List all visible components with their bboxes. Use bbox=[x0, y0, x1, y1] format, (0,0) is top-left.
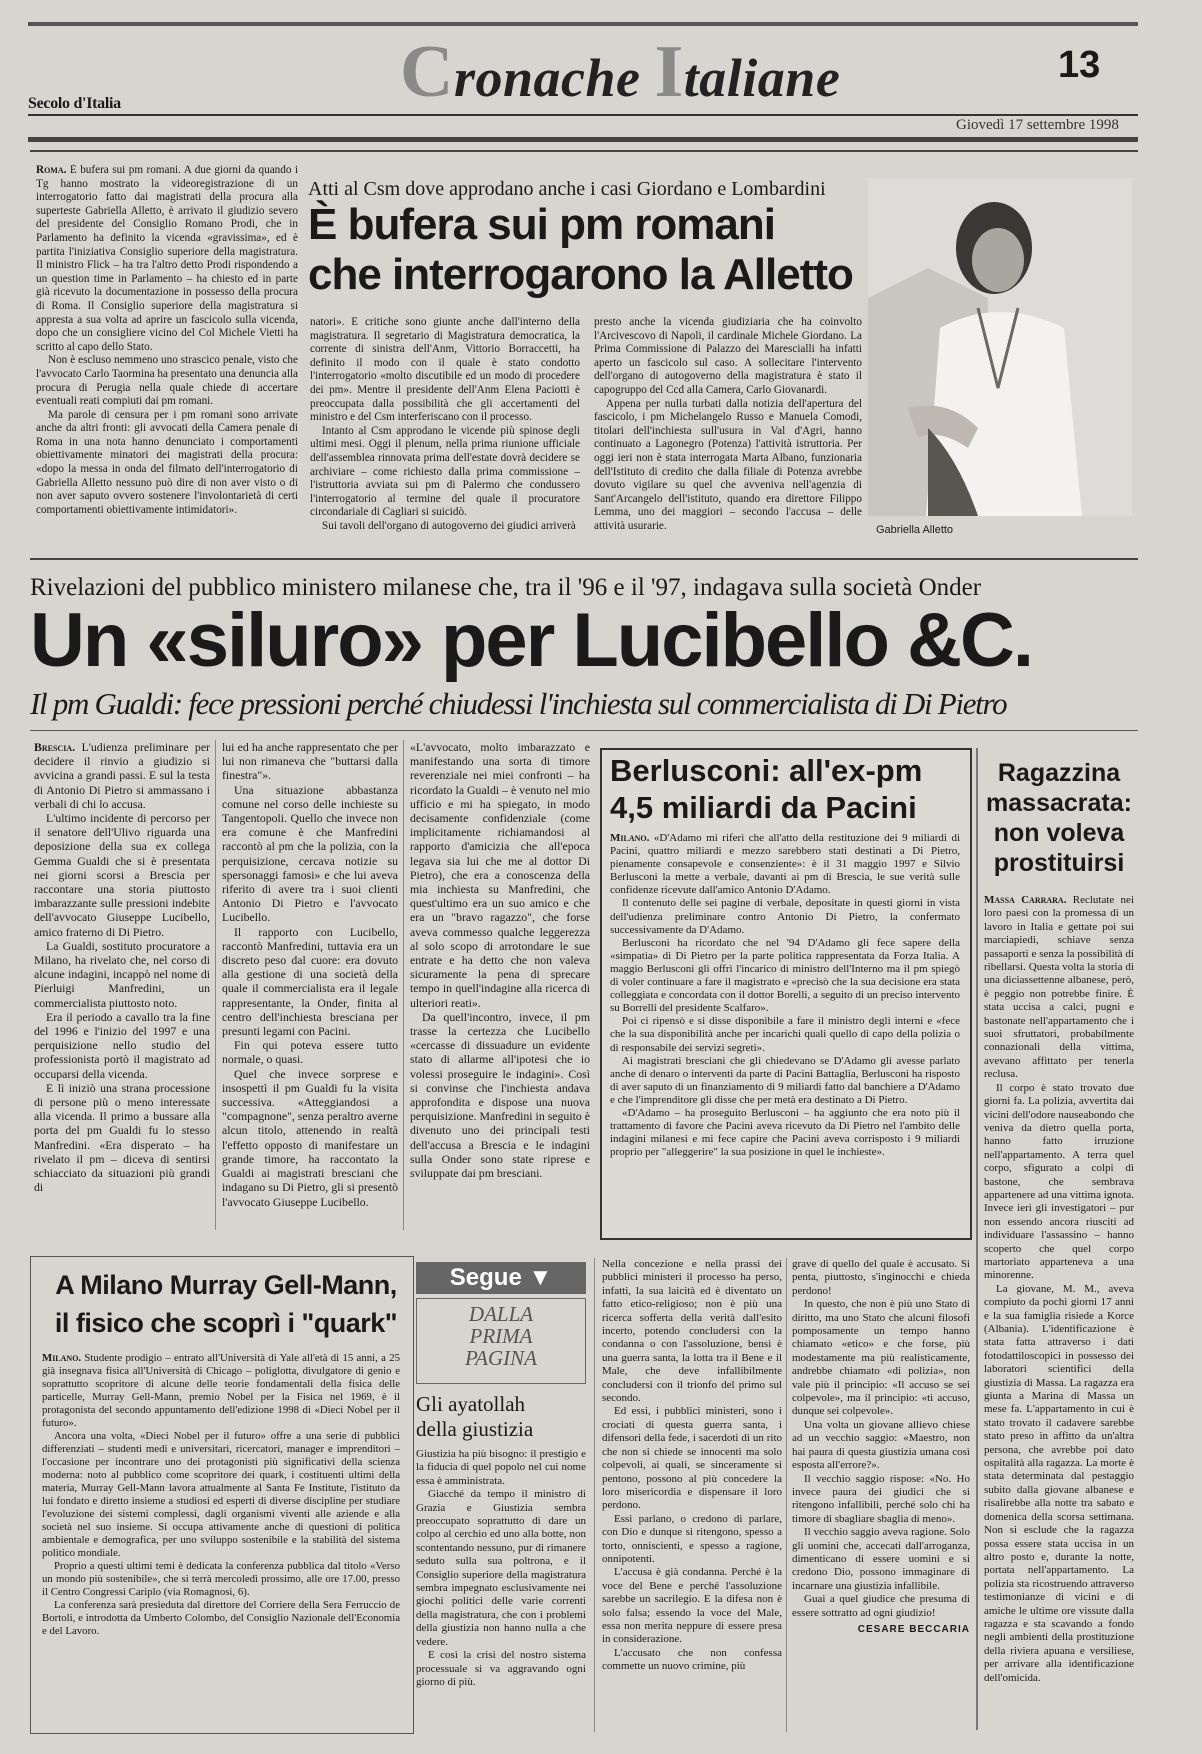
segue-col1 bbox=[416, 1448, 586, 1732]
paragraph: «L'avvocato, molto imbarazzato e manifestando una sorta di timore reverenziale nei miei confronti – ha ricordato la Gualdi – è venuto nel mio ufficio e mi ha spiegato, in modo decisamente confidenziale (come implicitamente richiamandosi al rapporto d'amicizia che all'epoca legava sia lui che me al dottor Di Pietro), che era a conoscenza della mia inchiesta su Manfredini, che quest'ultimo era un suo amico e che era un "bravo ragazzo", che forse aveva commesso qualche leggerezza al solo scopo di arrotondare le sue entrate e ha detto che non valeva sicuramente la pena di sprecare tempo in quell'indagine alla ricerca di ulteriori reati». bbox=[410, 740, 590, 1010]
paper-name: Secolo d'Italia bbox=[28, 95, 121, 112]
column-rule bbox=[594, 1258, 595, 1732]
section-title-initial-i: I bbox=[654, 31, 684, 113]
photo-caption: Gabriella Alletto bbox=[876, 524, 954, 536]
segue-col3 bbox=[792, 1258, 970, 1732]
paragraph: Nella concezione e nella prassi dei pubblici ministeri il processo ha perso, infatti, la sua laicità ed è diventato un fatto etico-religioso; non è più una ricerca sofferta della verità dall'esito incerto, potendo concludersi con la condanna o con l'assoluzione, bensì è una guerra santa, la lotta tra il Bene e il Male, che deve infallibilmente concludersi con il trionfo del primo sul secondo. bbox=[602, 1258, 782, 1405]
paragraph: Il vecchio saggio aveva ragione. Solo gli uomini che, accecati dall'arroganza, dimenticano di essere uomini e si credono Dio, possono immaginare di incarnare una giustizia infallibile. bbox=[792, 1526, 970, 1592]
paragraph: E lì iniziò una strana processione di persone più o meno interessate alla vicenda. Il primo a bussare alla porta del pm Gualdi fu lo stesso Manfredini. «Era disperato – ha rivelato il pm – diceva di sentirsi schiacciato da situazioni più grandi di bbox=[34, 1080, 210, 1195]
section-title bbox=[400, 30, 840, 115]
paragraph: L'accusa è già condanna. Perché è la voce del Bene e perché l'assoluzione sarebbe un sacrilegio. E la difesa non è solo falsa; essendo la voce del Male, essa non merita neppure di essere presa in considerazione. bbox=[602, 1566, 782, 1646]
dateline: Massa Carrara. bbox=[984, 894, 1067, 906]
paragraph: Il vecchio saggio rispose: «No. Ho invece paura dei giudici che si ritengono infallibili, perché solo chi ha timore di sbagliare sbaglia di meno». bbox=[792, 1472, 970, 1525]
headline-line: il fisico che scoprì i "quark" bbox=[54, 1308, 398, 1338]
paragraph: Poi ci ripensò e si disse disponibile a fare il ministro degli interni e «fece che la sua disponibilità anche per incarichi quali quello di capo della polizia o di responsabile dei servizi segreti». bbox=[610, 1015, 960, 1054]
byline: CESARE BECCARIA bbox=[857, 1623, 970, 1635]
paragraph: E così la crisi del nostro sistema processuale si va aggravando ogni giorno di più. bbox=[416, 1649, 586, 1688]
portrait-photo bbox=[868, 178, 1132, 516]
top-story-headline bbox=[308, 200, 868, 300]
main-story-headline: Un «siluro» per Lucibello &C. bbox=[30, 598, 1032, 683]
main-story-col1 bbox=[34, 740, 210, 1232]
paragraph: «D'Adamo mi riferì che all'atto della restituzione dei 9 miliardi di Pacini, quattro miliardi e mezzo sarebbero stati destinati a Di Pietro, pienamente consapevole e consenziente»: è il 31 maggio 1997 e Silvio Berlusconi la mette a verbale, davanti ai pm di Brescia, le sue verità sulle confidenze ricevute dall'amico Antonio D'Adamo. bbox=[610, 832, 960, 897]
paragraph: Il corpo è stato trovato due giorni fa. La polizia, avvertita dai vicini dell'odore nauseabondo che veniva da dietro quella porta, hanno fatto irruzione nell'appartamento. A terra quel corpo, sfigurato a colpi di bastone, che sembrava appartenere ad una vittima ignota. Invece ieri gli investigatori – pur non essendo ancora riusciti ad individuare l'assassino – hanno scoperto che quel corpo martoriato apparteneva a una minorenne. bbox=[984, 1081, 1134, 1282]
segue-col2 bbox=[602, 1258, 782, 1732]
segue-headline bbox=[416, 1392, 533, 1442]
main-story-col2 bbox=[222, 740, 398, 1232]
paragraph: Berlusconi ha ricordato che nel '94 D'Adamo gli fece sapere della «simpatia» di Di Pietro per la parte politica rappresentata da Forza Italia. A maggio Berlusconi gli offrì l'incarico di ministro dell'Interno ma il pm spiegò di voler continuare a fare il magistrato e «precisò che la sua decisione era stata colleggiata e concordata con il dottor Borelli, a seguito di un preciso intervento su Borrelli del presidente Scalfaro». bbox=[610, 936, 960, 1015]
segue-sub-line: PAGINA bbox=[465, 1346, 537, 1370]
paragraph: Appena per nulla turbati dalla notizia dell'apertura del fascicolo, i pm Michelangelo Russo e Manuela Comodi, titolari dell'inchiesta sull'usura in Val d'Agri, hanno continuato a Lagonegro (Potenza) l'attività istruttoria. Per oggi ieri non è stata interrogata Marta Albano, funzionaria dell'Istituto di credito che dalla filiale di Potenza avrebbe dovuto vigilare su quel che avveniva nell'agenzia di Sant'Arcangelo dell'istituto, quando era direttore Filippo Lemma, uno dei maggiori – secondo l'accusa – delle attività usurarie. bbox=[594, 397, 862, 532]
column-rule bbox=[215, 740, 216, 1230]
paragraph: L'udienza preliminare per decidere il rinvio a giudizio si avvicina a grandi passi. E sul la testa di Antonio Di Pietro si ammassano i verbali di chi lo accusa. bbox=[34, 740, 210, 811]
right-column-rule bbox=[976, 748, 978, 1730]
paragraph: Quel che invece sorprese e insospettì il pm Gualdi fu la visita successiva. «Atteggiandosi a "compagnone", senza peraltro averne alcun titolo, attenendo in realtà l'effetto opposto di manifestare un grande timore, ha raccontato la Gualdi ai magistrati bresciani che indagano su Di Pietro, gli si presentò l'avvocato Giuseppe Lucibello. bbox=[222, 1066, 398, 1209]
headline-line: A Milano Murray Gell-Mann, bbox=[55, 1270, 397, 1300]
paragraph: Era il periodo a cavallo tra la fine del 1996 e l'inizio del 1997 e una perquisizione nello studio del professionista portò il magistrato ad occuparsi della vicenda. bbox=[34, 1009, 210, 1081]
masthead-rule-thick bbox=[28, 137, 1138, 142]
paragraph: Da quell'incontro, invece, il pm trasse la certezza che Lucibello «cercasse di dissuadure un evidente stato di allarme all'ipotesi che io volessi proseguire le indagini». Così si convinse che l'inchiesta andava approfondita e dispose una nuova perquisizione. Manfredini in seguito è divenuto uno dei principali testi dell'accusa a Brescia e le indagini sulla Onder sono state riprese e sviluppate dai pm bresciani. bbox=[410, 1009, 590, 1181]
ragazzina-headline: Ragazzina massacrata: non voleva prostituirsi bbox=[986, 759, 1132, 877]
top-story-col2 bbox=[310, 316, 580, 548]
paragraph: Una situazione abbastanza comune nel corso delle inchieste su Tangentopoli. Quello che invece non era comune è che Manfredini raccontò al pm che la polizia, con la perquisizione, cercava notizie su spersonaggi famosi» e che lui aveva riferito di avere tra i suoi clienti Antonio Di Pietro e l'avvocato Lucibello. bbox=[222, 782, 398, 925]
headline-line: Gli ayatollah bbox=[416, 1392, 526, 1416]
berlusconi-body bbox=[610, 832, 960, 1228]
dateline: Milano. bbox=[42, 1352, 82, 1364]
paragraph: Reclutate nei loro paesi con la promessa di un lavoro in Italia e gettate poi sui marciapiedi, schiave senza passaporti e senza la possibilità di ribellarsi. Questa volta la storia di una diciassettenne albanese, però, è peggio non potrebbe finire. È stata uccisa a calci, pugni e bastonate nell'appartamento che i suoi sfruttatori, probabilmente connazionali della vittima, avevano affittato per tenerla reclusa. bbox=[984, 894, 1134, 1081]
main-story-kicker: Rivelazioni del pubblico ministero milanese che, tra il '96 e il '97, indagava sulla società Onder bbox=[30, 574, 982, 601]
paragraph: natori». E critiche sono giunte anche dall'interno della magistratura. Il segretario di Magistratura democratica, la corrente di sinistra dell'Anm, Vittorio Borraccetti, ha definito il modo con il quale è stato condotto l'interrogatorio «molto discutibile ed un modo di procedere dei pm». Mentre il presidente dell'Anm Elena Paciotti è preoccupata dalla possibilità che gli accertamenti del ministro e del Csm interferiscano con il processo. bbox=[310, 316, 580, 424]
paragraph: Il contenuto delle sei pagine di verbale, depositate in questi giorni in vista dell'udienza preliminare contro Antonio Di Pietro, la confermato successivamente da D'Adamo. bbox=[610, 897, 960, 936]
gellmann-body bbox=[42, 1352, 400, 1726]
portrait-illustration bbox=[868, 178, 1132, 516]
page-number: 13 bbox=[1058, 44, 1101, 86]
paragraph: La conferenza sarà presieduta dal direttore del Corriere della Sera Ferruccio de Bortoli, e introdotta da Umberto Colombo, del Consiglio Nazionale dell'Economia e del Lavoro. bbox=[42, 1599, 400, 1637]
top-rule bbox=[28, 22, 1138, 26]
paragraph: L'ultimo incidente di percorso per il senatore dell'Ulivo riguarda una deposizione della sua ex collega Gemma Gualdi che si è presentata nei giorni scorsi a Brescia per raccontare una storia piuttosto imbarazzante sulle pressioni indebite dell'avvocato Giuseppe Lucibello, amico fraterno di Di Pietro. bbox=[34, 811, 210, 939]
paragraph: Non è escluso nemmeno uno strascico penale, visto che l'avvocato Carlo Taormina ha presentato una denuncia alla procura di Perugia nella quale chiede di accertare eventuali reati compiuti dai pm romani. bbox=[36, 354, 298, 408]
dateline: Brescia. bbox=[34, 740, 76, 754]
headline-line: che interrogarono la Alletto bbox=[308, 250, 853, 299]
paragraph: presto anche la vicenda giudiziaria che ha coinvolto l'Arcivescovo di Napoli, il cardinale Michele Giordano. La Prima Commissione di Palazzo dei Marescialli ha infatti aperto un fascicolo sul caso. A sollecitare l'intervento dell'organo di autogoverno della magistratura è stato il capogruppo del Ccd alla Camera, Carlo Giovanardi. bbox=[594, 316, 862, 396]
column-rule bbox=[403, 740, 404, 1230]
berlusconi-headline: Berlusconi: all'ex-pm 4,5 miliardi da Pacini bbox=[610, 753, 923, 825]
column-rule bbox=[786, 1258, 787, 1732]
paragraph: Ma parole di censura per i pm romani sono arrivate anche da altri fronti: gli avvocati della Camera penale di Roma in una nota hanno denunciato i comportamenti obiettivamente minatori dei magistrati della procura: «dopo la messa in onda del filmato dell'interrogatorio di Gabriella Alletto nessuno può dire di non aver visto o di non aver saputo ovvero sostenere l'involontarietà di certi comportamenti obiettivamente intimidatori». bbox=[36, 408, 298, 516]
top-story-col3 bbox=[594, 316, 862, 548]
paragraph: La giovane, M. M., aveva compiuto da pochi giorni 17 anni e la sua famiglia risiede a Korce (Albania). L'identificazione è stata fatta attraverso i dati fotodattiloscopici in possesso dei laboratori scientifici della giustizia di Massa. La ragazza era giunta a Marina di Massa un mese fa. L'appartamento in cui è stato trovato il cadavere sarebbe stato preso in affitto da un'altra persona, che avrebbe poi dato ospitalità alla ragazza. La morte è stata determinata dal pestaggio subito dalla giovane albanese e risalirebbe alla notte tra sabato e domenica della scorsa settimana. Non si esclude che la ragazza possa essere stata uccisa in un altro posto e, durante la notte, portata nell'appartamento. La polizia sta ricostruendo attraverso testimonianze di vicini e di amiche le ultime ore vissute dalla ragazza e sta scavando a fondo negli ambienti della prostituzione della riviera apuana e versiliese, per arrivare alla identificazione dell'omicida. bbox=[984, 1282, 1134, 1684]
main-story-col3 bbox=[410, 740, 590, 1232]
paragraph: Ancora una volta, «Dieci Nobel per il futuro» offre a una serie di pubblici differenziati – studenti medi e universitari, ricercatori, manager e imprenditori – l'occasione per incontrare uno dei protagonisti più significativi della scienza moderna: noto al pubblico come scopritore dei quark, i costituenti ultimi della materia, Murray Gell-Mann lavora attualmente al Santa Fe Institute, l'istituto da lui fondato e diretto insieme a studiosi ed esperti di diverse discipline per studiare l'evoluzione dei sistemi complessi, dagli organismi viventi alle aziende e alla società nel suo insieme. Si occupa attivamente anche di questioni di politica ambientale e demografica, per uno sviluppo sostenibile e la stabilità del sistema politico mondiale. bbox=[42, 1430, 400, 1559]
paragraph: In questo, che non è più uno Stato di diritto, ma uno Stato che alcuni filosofi pomposamente un tempo hanno chiamato «etico» e che forse, più modestamente ma più realisticamente, andrebbe chiamato «di polizia», non vale più il principio: «Il accuso se sei colpevole», ma il principio: «ti accuso, dunque sei colpevole». bbox=[792, 1298, 970, 1418]
dateline: Milano. bbox=[610, 832, 650, 844]
section-title-part1: ronache bbox=[453, 48, 655, 108]
section-title-initial-c: C bbox=[400, 31, 454, 113]
paragraph: Ai magistrati bresciani che gli chiedevano se D'Adamo gli avesse parlato anche di denaro o interventi da parte di Pacini Battaglia, Berlusconi ha risposto di aver saputo di un finanziamento di 9 miliardi fatto dal banchiere a D'Adamo e che l'imprenditore gli disse che per metà era destinato a Di Pietro. bbox=[610, 1054, 960, 1106]
paragraph: Fin qui poteva essere tutto normale, o quasi. bbox=[222, 1038, 398, 1067]
paragraph: Giustizia ha più bisogno: il prestigio e la fiducia di quel popolo nel cui nome essa è amministrata. bbox=[416, 1448, 586, 1487]
paragraph: Il rapporto con Lucibello, raccontò Manfredini, tuttavia era un discreto peso dal cuore: era dovuto alla gestione di una società della quale il commercialista era il legale rappresentante, la Onder, finita al centro dell'inchiesta bresciana per presunti legami con Pacini. bbox=[222, 924, 398, 1039]
segue-sub-line: DALLA bbox=[468, 1302, 534, 1326]
paragraph: grave di quello del quale è accusato. Si penta, piuttosto, s'inginocchi e chieda perdono! bbox=[792, 1258, 970, 1297]
main-story-deck: Il pm Gualdi: fece pressioni perché chiudessi l'inchiesta sul commercialista di Di Pietro bbox=[30, 686, 1007, 721]
issue-date: Giovedì 17 settembre 1998 bbox=[956, 117, 1119, 133]
paragraph: Guai a quel giudice che presuma di essere sottratto ad ogni giudizio! bbox=[792, 1593, 970, 1619]
paragraph: La Gualdi, sostituto procuratore a Milano, ha rivelato che, nel corso di alcune indagini, incappò nel nome di Pierluigi Manfredini, un commercialista piuttosto noto. bbox=[34, 938, 210, 1010]
paragraph: Una volta un giovane allievo chiese ad un vecchio saggio: «Maestro, non hai paura di questa giustizia umana così esposta all'errore?». bbox=[792, 1418, 970, 1472]
paragraph: Sui tavoli dell'organo di autogoverno dei giudici arriverà bbox=[322, 519, 576, 532]
headline-line: È bufera sui pm romani bbox=[308, 200, 775, 249]
top-story-kicker: Atti al Csm dove approdano anche i casi Giordano e Lombardini bbox=[308, 178, 826, 200]
headline-line: della giustizia bbox=[416, 1417, 534, 1441]
dateline: Roma. bbox=[36, 164, 67, 176]
paragraph: Intanto al Csm approdano le vicende più spinose degli ultimi mesi. Oggi il plenum, nella prima riunione ufficiale dell'assemblea rinnovata prima dell'estate dovrà decidere se archiviare – come richiesto dalla prima commissione – l'istruttoria avviata sui pm di Palermo che condussero l'interrogatorio al termine del quale il procuratore circondariale di Cagliari si suicidò. bbox=[310, 424, 580, 519]
paragraph: Essi parlano, o credono di parlare, con Dio e dunque si ritengono, spesso a torto, onniscienti, e spesso a ragione, onnipotenti. bbox=[602, 1512, 782, 1565]
dalla-prima-pagina bbox=[416, 1298, 586, 1384]
paragraph: Ed essi, i pubblici ministeri, sono i crociati di questa guerra santa, i difensori della fede, i sacerdoti di un rito che non si chiede se innocenti ma solo colpevoli, ai quali, se sinceramente si pentono, possono al più concedere la loro misericordia e dispensare il loro perdono. bbox=[602, 1405, 782, 1512]
section-title-part2: taliane bbox=[683, 48, 841, 108]
masthead-rule bbox=[28, 114, 1138, 116]
gellmann-headline bbox=[46, 1266, 406, 1342]
segue-sub-line: PRIMA bbox=[469, 1324, 533, 1348]
segue-label: Segue bbox=[449, 1264, 522, 1291]
paragraph: Giacché da tempo il ministro di Grazia e Giustizia sembra preoccupato soprattutto di dare un colpo al cerchio ed uno alla botte, non scontentando nessuno, pur di rimanere seduto sulla sua poltrona, e il Consiglio superiore della magistratura sembra impegnato esclusivamente nei giochi politici delle varie correnti della magistratura, che con i problemi della giustizia non hanno nulla a che vedere. bbox=[416, 1488, 586, 1648]
section-rule bbox=[30, 730, 1138, 731]
triangle-down-icon: ▼ bbox=[528, 1264, 553, 1291]
ragazzina-body bbox=[984, 894, 1134, 1730]
paragraph: «D'Adamo – ha proseguito Berlusconi – ha aggiunto che era noto più il trattamento di favore che Pacini aveva ricevuto da Di Pietro nel l'ambito delle indagini milanesi e mi fece capire che Pacini aveva corrisposto i 9 miliardi proprio per "alleggerire" la sua posizione in quel le inchieste». bbox=[610, 1106, 960, 1159]
top-story-col1 bbox=[36, 164, 298, 548]
paragraph: Studente prodigio – entrato all'Università di Yale all'età di 15 anni, a 25 già insegnava fisica all'Università di Chicago – poliglotta, divulgatore di genio e soprattutto scopritore di alcune delle teorie fondamentali della fisica delle particelle, Murray Gell-Mann, premio Nobel per la Fisica nel 1969, è il protagonista del secondo appuntamento dell'edizione 1998 di «Dieci Nobel per il futuro». bbox=[42, 1352, 400, 1429]
paragraph: L'accusato che non confessa commette un nuovo crimine, più bbox=[602, 1646, 782, 1673]
paragraph: Proprio a questi ultimi temi è dedicata la conferenza pubblica dal titolo «Verso un mondo più sostenibile», che si terrà mercoledì prossimo, alle ore 17.00, presso il Centro Congressi Cariplo (via Romagnosi, 6). bbox=[42, 1560, 400, 1598]
segue-tab bbox=[416, 1262, 586, 1294]
paragraph: lui ed ha anche rappresentato che per lui non rimaneva che "buttarsi dalla finestra"». bbox=[222, 740, 398, 783]
paragraph: È bufera sui pm romani. A due giorni da quando i Tg hanno mostrato la videoregistrazione di un interrogatorio fatto dai magistrati della procura alla superteste Gabriella Alletto, è arrivato il giudizio severo del presidente del Consiglio Romano Prodi, che in Parlamento ha definito la vicenda «gravissima», ed è partita l'iniziativa Consiglio superiore della magistratura. Il ministro Flick – ha tra l'altro detto Prodi rispondendo a un question time in Parlamento – ha chiesto ed in parte già ricevuto la documentazione in possesso della procura di Roma. Il Consiglio superiore della magistratura si appresta a sua volta ad aprire un fascicolo sulla vicenda, dopo che un consigliere vicino del Col Michele Vietti ha scritto al capo dello Stato. bbox=[36, 164, 298, 353]
